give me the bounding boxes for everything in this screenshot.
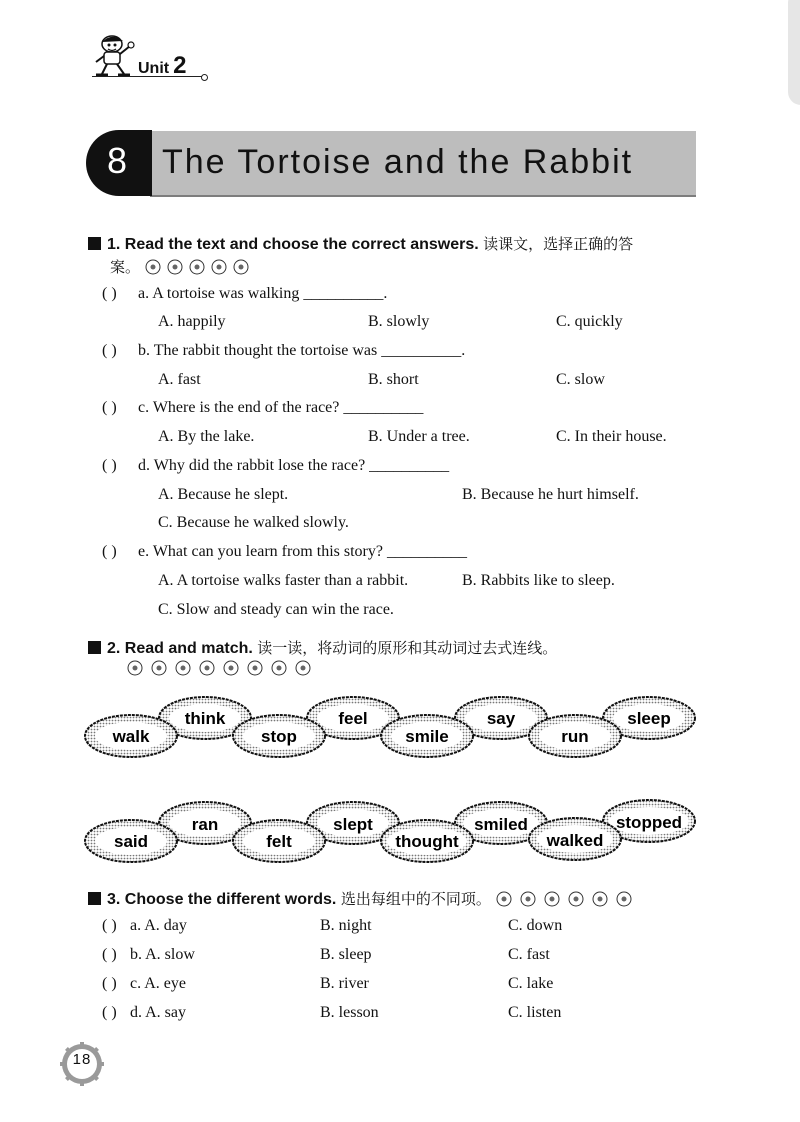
option-c[interactable]: C. down <box>508 917 563 934</box>
answer-blank[interactable]: ( ) <box>102 457 117 474</box>
answer-blank[interactable]: ( ) <box>102 917 117 934</box>
word-oval-said[interactable] <box>85 820 177 862</box>
option-a[interactable]: A. Because he slept. <box>158 486 289 503</box>
question-stem: b. The rabbit thought the tortoise was __________. <box>138 342 466 359</box>
option-b[interactable]: B. night <box>320 917 372 934</box>
option-a[interactable]: d. A. say <box>130 1004 186 1021</box>
word-think: think <box>184 709 226 728</box>
word-oval-stop[interactable] <box>233 715 325 757</box>
option-b[interactable]: B. Under a tree. <box>368 428 470 445</box>
option-c[interactable]: C. listen <box>508 1004 562 1021</box>
word-said: said <box>113 832 149 851</box>
page-number: 18 <box>72 1051 92 1068</box>
unit-number: 2 <box>173 52 187 79</box>
section-1-heading: 1. Read the text and choose the correct answers. 读课文，选择正确的答 <box>88 233 633 254</box>
lesson-title: The Tortoise and the Rabbit <box>162 143 634 181</box>
page-corner-tab <box>788 0 800 105</box>
lesson-number: 8 <box>106 140 128 181</box>
flower-coin-icon <box>144 259 256 275</box>
flower-coin-icon <box>495 891 639 907</box>
word-ran: ran <box>191 815 219 834</box>
word-oval-run[interactable] <box>529 715 621 757</box>
square-bullet-icon <box>88 237 101 250</box>
word-sleep: sleep <box>627 709 671 728</box>
question-stem: c. Where is the end of the race? __________ <box>138 399 424 416</box>
answer-blank[interactable]: ( ) <box>102 946 117 963</box>
option-b[interactable]: B. river <box>320 975 369 992</box>
word-oval-felt[interactable] <box>233 820 325 862</box>
word-stop: stop <box>261 727 297 746</box>
unit-underline <box>92 76 204 77</box>
unit-header <box>92 34 212 80</box>
cartoon-boy-icon <box>92 34 140 78</box>
word-smile: smile <box>405 727 449 746</box>
word-felt: felt <box>266 832 292 851</box>
word-stopped: stopped <box>615 813 683 832</box>
answer-blank[interactable]: ( ) <box>102 975 117 992</box>
word-thought: thought <box>395 832 459 851</box>
match-words-area <box>0 680 800 880</box>
option-a[interactable]: A. By the lake. <box>158 428 255 445</box>
option-b[interactable]: B. sleep <box>320 946 372 963</box>
option-a[interactable]: a. A. day <box>130 917 187 934</box>
option-a[interactable]: b. A. slow <box>130 946 195 963</box>
option-b[interactable]: B. slowly <box>368 313 430 330</box>
option-c[interactable]: C. quickly <box>556 313 623 330</box>
option-a[interactable]: c. A. eye <box>130 975 186 992</box>
option-c[interactable]: C. lake <box>508 975 554 992</box>
section-3-heading: 3. Choose the different words. 选出每组中的不同项。 <box>88 888 639 909</box>
question-stem: e. What can you learn from this story? __________ <box>138 543 467 560</box>
answer-blank[interactable]: ( ) <box>102 1004 117 1021</box>
answer-blank[interactable]: ( ) <box>102 543 117 560</box>
word-walk: walk <box>112 727 150 746</box>
option-b[interactable]: B. Rabbits like to sleep. <box>462 572 615 589</box>
word-run: run <box>561 727 589 746</box>
option-b[interactable]: B. Because he hurt himself. <box>462 486 639 503</box>
option-b[interactable]: B. short <box>368 371 419 388</box>
option-c[interactable]: C. In their house. <box>556 428 667 445</box>
word-walked: walked <box>546 831 604 850</box>
option-c[interactable]: C. slow <box>556 371 605 388</box>
difficulty-rating <box>126 660 318 681</box>
word-oval-thought[interactable] <box>381 820 473 862</box>
option-b[interactable]: B. lesson <box>320 1004 379 1021</box>
word-slept: slept <box>333 815 373 834</box>
word-oval-smile[interactable] <box>381 715 473 757</box>
answer-blank[interactable]: ( ) <box>102 399 117 416</box>
section-1-heading-cont: 案。 <box>110 256 256 277</box>
option-c[interactable]: C. Because he walked slowly. <box>158 514 349 531</box>
question-stem: d. Why did the rabbit lose the race? __________ <box>138 457 450 474</box>
answer-blank[interactable]: ( ) <box>102 342 117 359</box>
section-2-heading: 2. Read and match. 读一读，将动词的原形和其动词过去式连线。 <box>88 637 557 658</box>
word-feel: feel <box>338 709 368 728</box>
answer-blank[interactable]: ( ) <box>102 285 117 302</box>
word-say: say <box>486 709 516 728</box>
square-bullet-icon <box>88 641 101 654</box>
word-smiled: smiled <box>474 815 528 834</box>
flower-coin-icon <box>126 660 318 676</box>
option-a[interactable]: A. A tortoise walks faster than a rabbit. <box>158 572 409 589</box>
square-bullet-icon <box>88 892 101 905</box>
question-stem: a. A tortoise was walking __________. <box>138 285 388 302</box>
option-a[interactable]: A. happily <box>158 313 226 330</box>
unit-label: Unit 2 <box>138 52 187 79</box>
word-oval-walk[interactable] <box>85 715 177 757</box>
option-c[interactable]: C. fast <box>508 946 550 963</box>
option-c[interactable]: C. Slow and steady can win the race. <box>158 601 394 618</box>
option-a[interactable]: A. fast <box>158 371 201 388</box>
word-oval-walked[interactable] <box>529 818 621 860</box>
